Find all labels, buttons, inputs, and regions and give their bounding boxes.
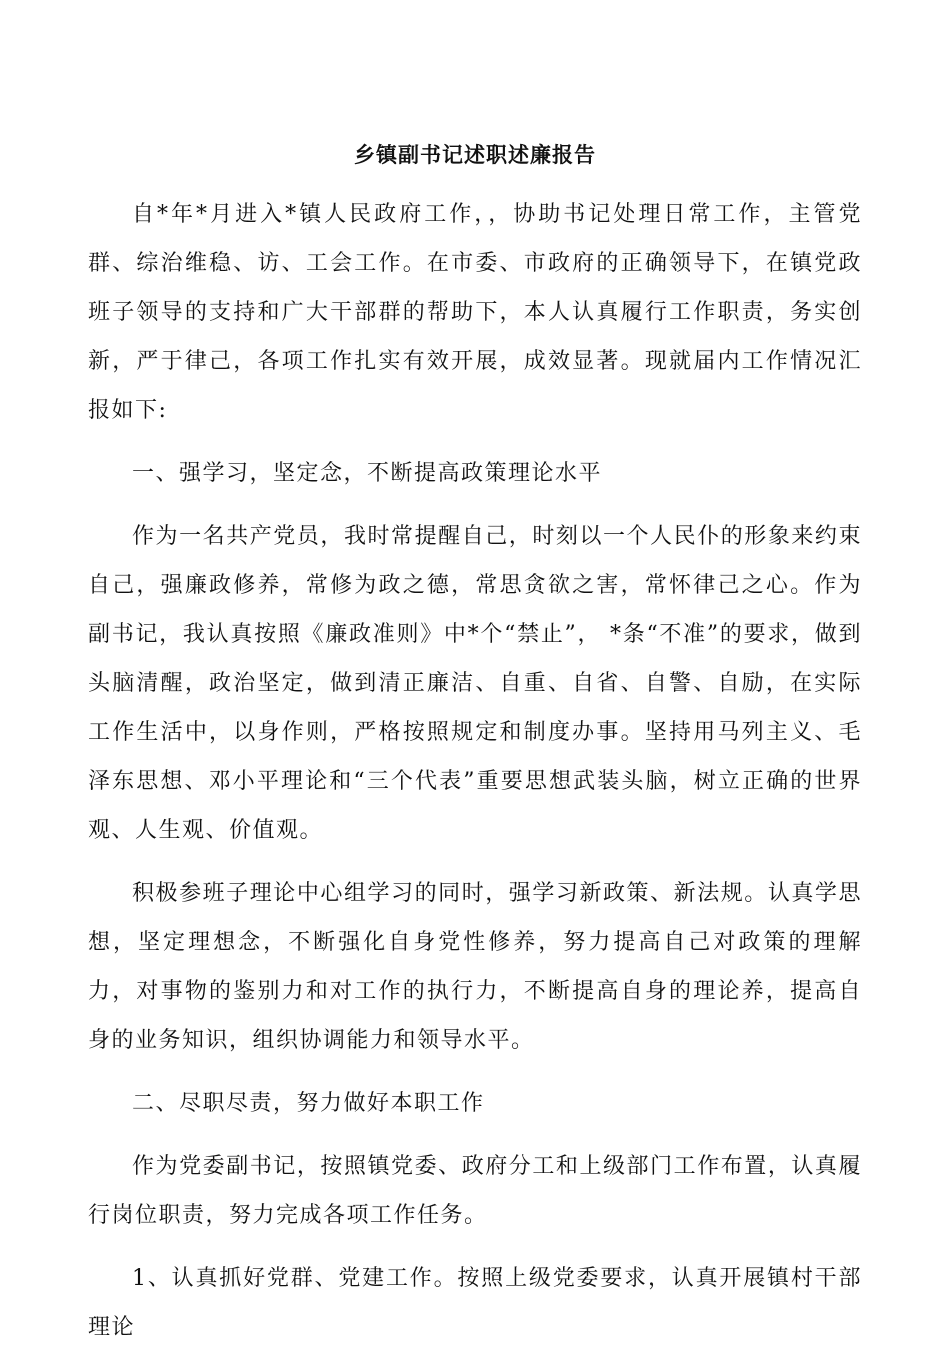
body-paragraph: 积极参班子理论中心组学习的同时，强学习新政策、新法规。认真学思想，坚定理想念，不断强化自身党性修养，努力提高自己对政策的理解力，对事物的鉴别力和对工作的执行力，不断提高自身的理论养，提高自身的业务知识，组织协调能力和领导水平。 [88,881,862,1053]
body-paragraph: 1、认真抓好党群、党建工作。按照上级党委要求，认真开展镇村干部理论 [88,1266,862,1340]
section-heading-1: 一、强学习，坚定念，不断提高政策理论水平 [132,461,603,486]
body-paragraph: 作为一名共产党员，我时常提醒自己，时刻以一个人民仆的形象来约束自己，强廉政修养，常修为政之德，常思贪欲之害，常怀律己之心。作为副书记，我认真按照《廉政准则》中*个“禁止”， *条“不准”的要求，做到头脑清醒，政治坚定，做到清正廉洁、自重、自省、自警、自励，在实际工作生活中，以身作则，严格按照规定和制度办事。坚持用马列主义、毛泽东思想、邓小平理论和“三个代表”重要思想武装头脑，树立正确的世界观、人生观、价值观。 [88,524,862,843]
intro-paragraph: 自*年*月进入*镇人民政府工作，，协助书记处理日常工作，主管党群、综治维稳、访、工会工作。在市委、市政府的正确领导下，在镇党政班子领导的支持和广大干部群的帮助下，本人认真履行工作职责，务实创新，严于律己，各项工作扎实有效开展，成效显著。现就届内工作情况汇报如下: [88,202,862,423]
document-title: 乡镇副书记述职述廉报告 [354,142,596,167]
body-paragraph: 作为党委副书记，按照镇党委、政府分工和上级部门工作布置，认真履行岗位职责，努力完成各项工作任务。 [88,1154,862,1228]
section-heading-2: 二、尽职尽责，努力做好本职工作 [132,1091,485,1116]
